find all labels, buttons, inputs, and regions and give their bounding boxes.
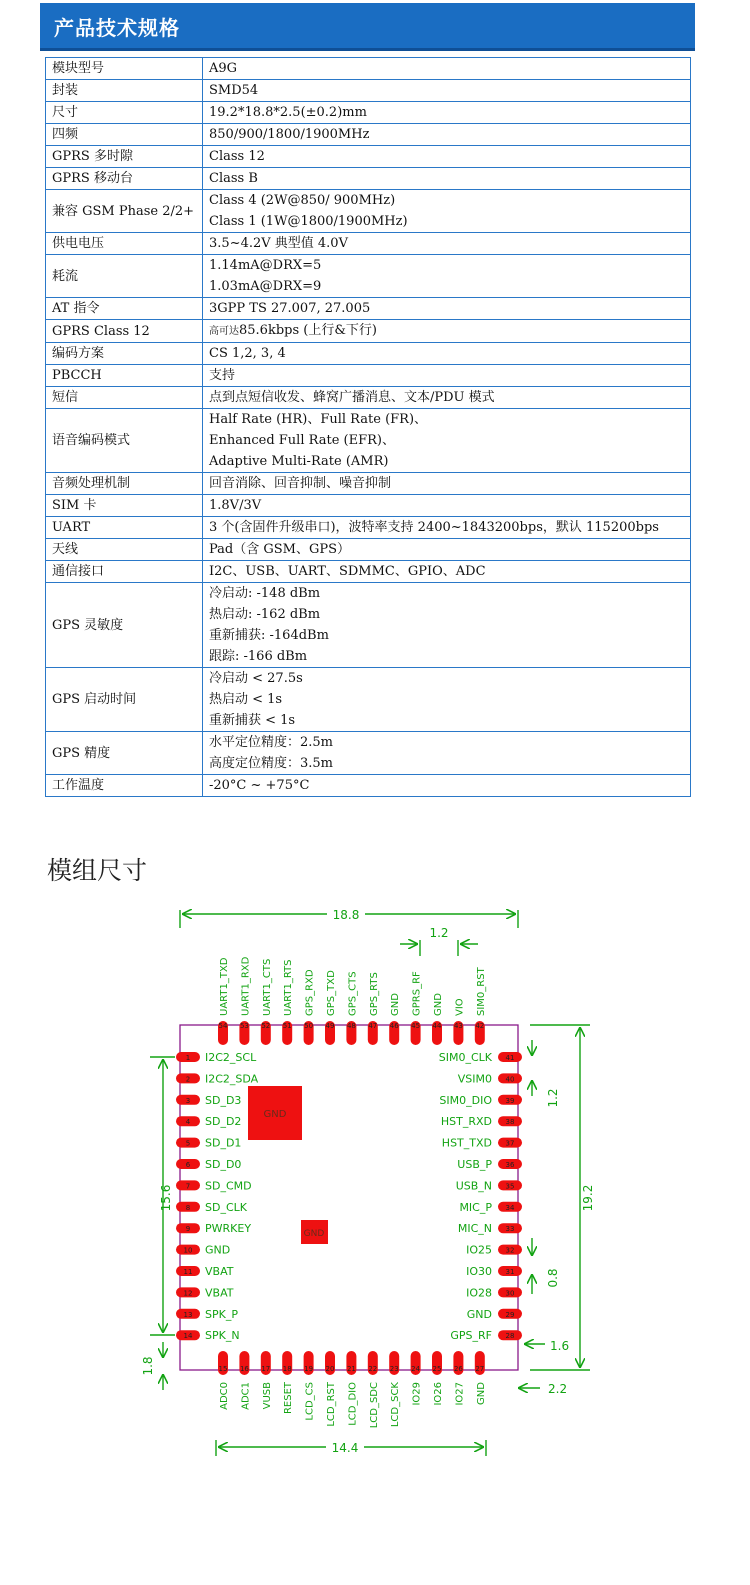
top-pin-number: 47: [368, 1022, 378, 1030]
spec-label: 封装: [46, 80, 203, 102]
spec-row: [46, 583, 691, 668]
spec-row: [46, 495, 691, 517]
spec-row: [46, 473, 691, 495]
top-pin-label: GPS_RTS: [368, 972, 380, 1016]
dim-pitch-right-label: 1.2: [546, 1088, 560, 1108]
spec-label: 兼容 GSM Phase 2/2+: [46, 190, 203, 233]
bottom-pin-number: 16: [239, 1365, 249, 1373]
gnd-pad-small-label: GND: [303, 1229, 325, 1239]
spec-value: [203, 668, 691, 732]
right-pin-label: HST_RXD: [440, 1115, 492, 1129]
spec-value: [203, 190, 691, 233]
spec-value: [203, 495, 691, 517]
top-pin-number: 43: [453, 1022, 463, 1030]
spec-value: [203, 775, 691, 797]
spec-label: 四频: [46, 124, 203, 146]
spec-label: GPS 灵敏度: [46, 583, 203, 668]
spec-value-text: 19.2*18.8*2.5(±0.2)mm: [209, 105, 367, 120]
right-pin-number: 39: [505, 1096, 515, 1105]
left-pin-label: I2C2_SDA: [205, 1072, 259, 1086]
dim-pad-gps-label: 1.6: [550, 1339, 570, 1353]
dim-right-height-label: 19.2: [581, 1184, 595, 1212]
right-pin-number: 29: [505, 1310, 515, 1319]
top-pin-number: 44: [432, 1022, 442, 1030]
bottom-pin-label: RESET: [283, 1382, 295, 1415]
bottom-pin-label: IO26: [433, 1382, 444, 1406]
spec-label: GPS 精度: [46, 732, 203, 775]
top-pin-label: GPRS_RF: [411, 971, 423, 1016]
bottom-pin-number: 21: [346, 1365, 356, 1373]
dim-bottom-width-label: 14.4: [331, 1441, 359, 1455]
left-pin-number: 13: [183, 1310, 193, 1319]
spec-label: 语音编码模式: [46, 409, 203, 473]
spec-value-text: CS 1,2, 3, 4: [209, 346, 286, 361]
spec-value-text: Class B: [209, 171, 258, 186]
bottom-pin-label: LCD_CS: [304, 1382, 316, 1421]
left-pin-label: SPK_N: [205, 1329, 240, 1343]
spec-value: [203, 473, 691, 495]
left-pin-number: 7: [185, 1182, 191, 1191]
spec-value: [203, 732, 691, 775]
left-pin-number: 9: [185, 1225, 191, 1234]
spec-row: [46, 124, 691, 146]
left-pin-number: 6: [185, 1161, 191, 1169]
left-pin-number: 11: [183, 1268, 193, 1276]
spec-label: GPRS 移动台: [46, 168, 203, 190]
left-pin-number: 10: [183, 1246, 193, 1255]
right-pin-label: IO25: [466, 1243, 492, 1257]
left-pin-number: 5: [185, 1139, 191, 1148]
spec-label: 短信: [46, 387, 203, 409]
spec-row: [46, 80, 691, 102]
top-pin-number: 50: [304, 1022, 314, 1030]
spec-value: [203, 343, 691, 365]
top-pin-number: 54: [218, 1022, 228, 1030]
spec-value: [203, 146, 691, 168]
module-dimension-diagram: [0, 900, 750, 1510]
spec-value: [203, 561, 691, 583]
top-pin-number: 51: [282, 1022, 292, 1030]
spec-value: [203, 124, 691, 146]
bottom-pin-label: LCD_SCK: [390, 1382, 402, 1428]
left-pin-number: 3: [185, 1096, 191, 1105]
spec-value: [203, 409, 691, 473]
top-pin-number: 52: [261, 1022, 271, 1030]
dim-offset-bottom-left-label: 1.8: [141, 1356, 155, 1376]
spec-row: [46, 255, 691, 298]
spec-value: [203, 58, 691, 80]
right-pin-label: IO30: [466, 1265, 492, 1278]
spec-row: [46, 539, 691, 561]
left-pin-label: GND: [205, 1243, 231, 1257]
left-pin-number: 12: [183, 1289, 193, 1298]
dim-pad-right-label: 0.8: [546, 1268, 560, 1288]
spec-row: [46, 102, 691, 124]
bottom-pin-label: GND: [475, 1382, 487, 1405]
spec-value-text: I2C、USB、UART、SDMMC、GPIO、ADC: [209, 564, 486, 579]
spec-value: [203, 233, 691, 255]
bottom-pin-number: 25: [432, 1365, 442, 1373]
left-pin-label: SD_D0: [205, 1158, 242, 1171]
spec-label: 音频处理机制: [46, 473, 203, 495]
top-pin-label: GND: [433, 993, 444, 1016]
spec-value: [203, 80, 691, 102]
spec-value-text: 冷启动: -148 dBm 热启动: -162 dBm 重新捕获: -164dBm 跟踪: -166 dBm: [209, 586, 329, 664]
right-pin-number: 41: [505, 1054, 515, 1062]
spec-row: [46, 58, 691, 80]
spec-value-text: 3 个(含固件升级串口)，波特率支持 2400~1843200bps，默认 115200bps: [209, 520, 659, 535]
spec-label: SIM 卡: [46, 495, 203, 517]
right-pin-number: 32: [505, 1246, 515, 1255]
spec-value-text: 1.14mA@DRX=5 1.03mA@DRX=9: [209, 258, 322, 294]
spec-label: AT 指令: [46, 298, 203, 320]
top-pin-number: 49: [325, 1022, 335, 1030]
left-pin-label: I2C2_SCL: [205, 1051, 257, 1064]
top-pin-label: GPS_RXD: [304, 969, 316, 1016]
right-pin-label: MIC_N: [457, 1222, 492, 1236]
right-pin-label: GND: [466, 1307, 492, 1321]
spec-row: [46, 365, 691, 387]
spec-value: [203, 255, 691, 298]
bottom-pin-number: 17: [261, 1365, 271, 1373]
bottom-pin-number: 27: [475, 1365, 485, 1373]
spec-row: [46, 517, 691, 539]
spec-row: [46, 168, 691, 190]
spec-label: 供电电压: [46, 233, 203, 255]
bottom-pin-label: VUSB: [261, 1382, 273, 1410]
top-pin-label: GPS_TXD: [326, 970, 337, 1016]
left-pin-number: 8: [185, 1203, 191, 1212]
spec-value-text: 冷启动 < 27.5s 热启动 < 1s 重新捕获 < 1s: [209, 671, 303, 728]
right-pin-label: SIM0_CLK: [438, 1051, 492, 1064]
dim-offset-bottom-right-label: 2.2: [548, 1382, 568, 1396]
spec-row: [46, 320, 691, 343]
right-pin-number: 35: [505, 1182, 515, 1191]
spec-value: [203, 320, 691, 343]
top-pin-number: 45: [411, 1022, 421, 1030]
left-pin-number: 14: [183, 1332, 193, 1341]
spec-label: 通信接口: [46, 561, 203, 583]
top-pin-number: 46: [389, 1022, 399, 1030]
spec-value-text: Pad（含 GSM、GPS）: [209, 542, 351, 557]
spec-row: [46, 668, 691, 732]
left-pin-label: SPK_P: [205, 1307, 238, 1321]
bottom-pin-number: 19: [304, 1365, 314, 1373]
bottom-pin-label: ADC0: [219, 1382, 230, 1410]
spec-value: [203, 365, 691, 387]
top-pin-label: UART1_RXD: [240, 956, 252, 1016]
right-pin-number: 30: [505, 1289, 515, 1298]
top-pin-label: UART1_RTS: [283, 959, 295, 1016]
top-pin-label: GPS_CTS: [347, 971, 359, 1016]
spec-value-text: Class 4 (2W@850/ 900MHz) Class 1 (1W@1800/1900MHz): [209, 193, 408, 229]
right-pin-number: 34: [505, 1203, 515, 1212]
spec-row: [46, 775, 691, 797]
spec-value-text: 850/900/1800/1900MHz: [209, 127, 370, 142]
top-pin-label: VIO: [454, 998, 466, 1016]
spec-row: [46, 343, 691, 365]
bottom-pin-label: IO29: [411, 1382, 423, 1406]
spec-value: [203, 583, 691, 668]
right-pin-label: USB_N: [455, 1179, 492, 1193]
bottom-pin-label: IO27: [454, 1382, 466, 1406]
spec-value-text: SMD54: [209, 83, 259, 98]
right-pin-number: 33: [505, 1225, 515, 1234]
right-pin-label: SIM0_DIO: [439, 1093, 492, 1107]
spec-table: [45, 57, 691, 797]
left-pin-label: SD_CLK: [205, 1200, 247, 1214]
top-pin-label: GND: [390, 993, 402, 1016]
right-pin-number: 31: [505, 1268, 515, 1276]
left-pin-number: 4: [185, 1118, 191, 1127]
gnd-pad-large-label: GND: [263, 1109, 287, 1120]
right-pin-label: HST_TXD: [441, 1136, 492, 1150]
spec-value-text: 3GPP TS 27.007, 27.005: [209, 301, 371, 316]
right-pin-number: 36: [505, 1161, 515, 1169]
spec-value-text: -20°C ~ +75°C: [209, 778, 310, 793]
right-pin-number: 37: [505, 1139, 515, 1148]
spec-row: [46, 561, 691, 583]
spec-label: PBCCH: [46, 365, 203, 387]
top-pin-number: 42: [475, 1022, 485, 1030]
right-pin-label: IO28: [466, 1286, 492, 1300]
spec-value: [203, 168, 691, 190]
left-pin-label: SD_D1: [205, 1136, 242, 1150]
spec-label: 编码方案: [46, 343, 203, 365]
spec-label: 天线: [46, 539, 203, 561]
left-pin-number: 2: [185, 1075, 191, 1084]
bottom-pin-label: ADC1: [240, 1382, 252, 1410]
bottom-pin-label: LCD_SDC: [368, 1382, 380, 1429]
spec-row: [46, 146, 691, 168]
left-pin-label: SD_D3: [205, 1093, 242, 1107]
spec-value-text: 支持: [209, 368, 236, 383]
spec-value-text: A9G: [209, 61, 238, 76]
top-pin-label: UART1_TXD: [219, 957, 230, 1016]
spec-row: [46, 732, 691, 775]
left-pin-number: 1: [185, 1054, 191, 1062]
spec-value-text: Class 12: [209, 149, 265, 164]
spec-value-text: Half Rate (HR)、Full Rate (FR)、 Enhanced Full Rate (EFR)、 Adaptive Multi-Rate (AMR): [209, 412, 428, 469]
right-pin-label: USB_P: [457, 1158, 492, 1171]
spec-value-text: 点到点短信收发、蜂窝广播消息、文本/PDU 模式: [209, 390, 495, 405]
dim-pitch-top-label: 1.2: [429, 926, 449, 940]
right-pin-number: 40: [505, 1075, 515, 1084]
spec-value: [203, 298, 691, 320]
top-pin-number: 48: [346, 1022, 356, 1030]
top-pin-label: UART1_CTS: [261, 958, 273, 1016]
bottom-pin-number: 22: [368, 1365, 378, 1373]
right-pin-number: 38: [505, 1118, 515, 1127]
left-pin-label: SD_CMD: [205, 1179, 252, 1193]
right-pin-label: GPS_RF: [450, 1329, 492, 1343]
bottom-pin-label: LCD_RST: [326, 1382, 337, 1427]
top-pin-label: SIM0_RST: [475, 967, 487, 1016]
right-pin-number: 28: [505, 1332, 515, 1341]
spec-label: 模块型号: [46, 58, 203, 80]
bottom-pin-number: 26: [453, 1365, 463, 1373]
spec-row: [46, 298, 691, 320]
spec-header-title: 产品技术规格: [54, 16, 180, 40]
left-pin-label: SD_D2: [205, 1115, 242, 1129]
spec-header-banner: [40, 3, 695, 51]
spec-value-text: 3.5~4.2V 典型值 4.0V: [209, 236, 348, 251]
dim-left-height-label: 15.6: [159, 1184, 173, 1212]
spec-value: [203, 517, 691, 539]
bottom-pin-label: LCD_DIO: [347, 1382, 359, 1426]
spec-label: 尺寸: [46, 102, 203, 124]
spec-value: [203, 539, 691, 561]
bottom-pin-number: 20: [325, 1365, 335, 1373]
bottom-pin-number: 18: [282, 1365, 292, 1373]
spec-label: GPRS 多时隙: [46, 146, 203, 168]
spec-value: [203, 102, 691, 124]
bottom-pin-number: 15: [218, 1365, 228, 1373]
spec-row: [46, 409, 691, 473]
left-pin-label: VBAT: [205, 1286, 234, 1300]
spec-label: 耗流: [46, 255, 203, 298]
left-pin-label: PWRKEY: [205, 1222, 252, 1236]
right-pin-label: VSIM0: [457, 1072, 492, 1086]
bottom-pin-number: 23: [389, 1365, 399, 1373]
spec-row: [46, 387, 691, 409]
left-pin-label: VBAT: [205, 1265, 234, 1278]
spec-row: [46, 233, 691, 255]
spec-label: GPS 启动时间: [46, 668, 203, 732]
spec-value-prefix: 高可达: [209, 326, 239, 337]
spec-value-text: 1.8V/3V: [209, 498, 262, 513]
bottom-pin-number: 24: [411, 1365, 421, 1373]
spec-value-text: 水平定位精度：2.5m 高度定位精度：3.5m: [209, 735, 334, 771]
dimensions-title: 模组尺寸: [47, 856, 148, 885]
right-pin-label: MIC_P: [459, 1200, 492, 1214]
dim-top-width-label: 18.8: [332, 908, 360, 922]
spec-value: [203, 387, 691, 409]
top-pin-number: 53: [239, 1022, 249, 1030]
spec-row: [46, 190, 691, 233]
spec-value-text: 回音消除、回音抑制、噪音抑制: [209, 476, 392, 491]
spec-label: 工作温度: [46, 775, 203, 797]
spec-value-text: 85.6kbps (上行&下行): [239, 323, 377, 338]
spec-label: GPRS Class 12: [46, 320, 203, 343]
spec-label: UART: [46, 517, 203, 539]
